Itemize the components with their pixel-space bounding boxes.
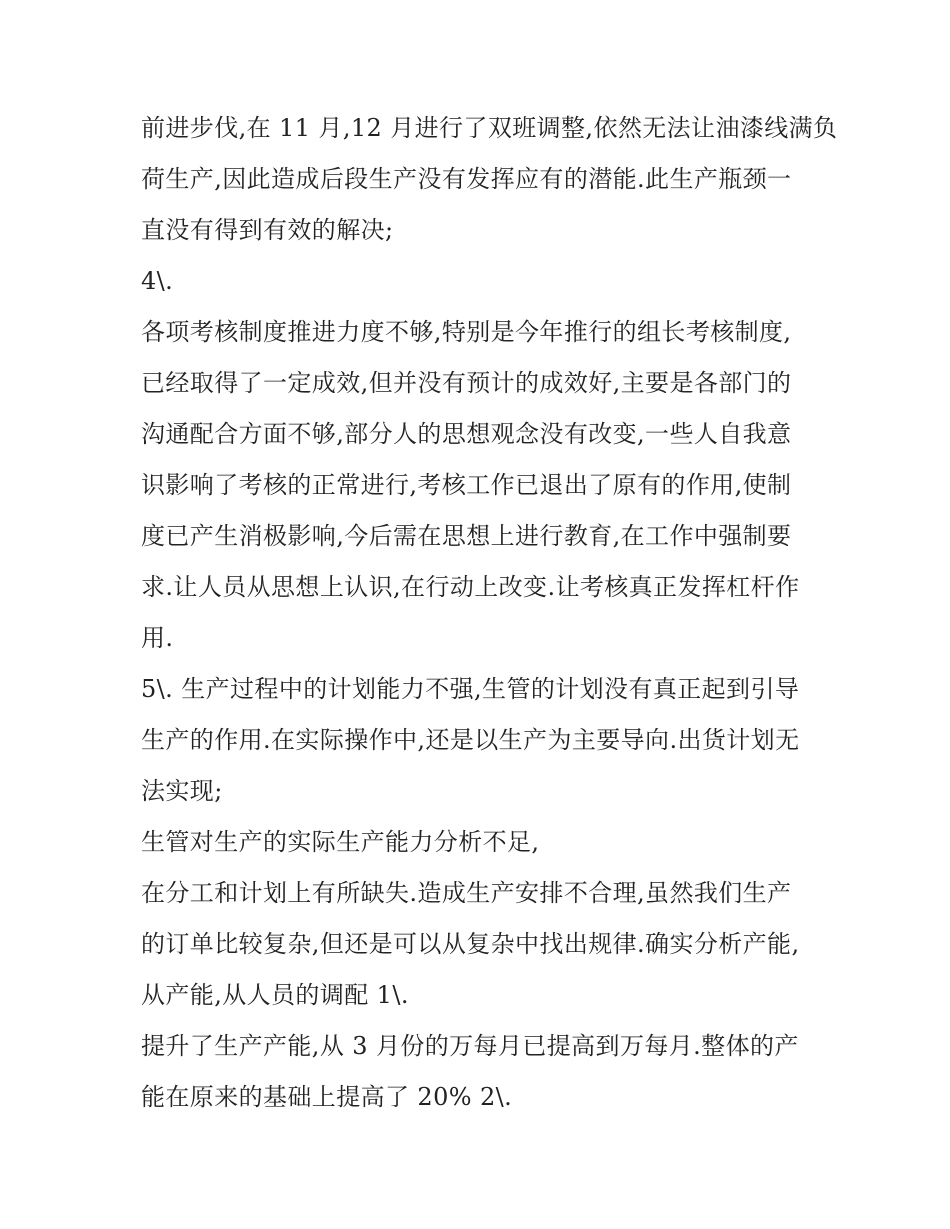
text-line: 的订单比较复杂,但还是可以从复杂中找出规律.确实分析产能, xyxy=(141,930,800,958)
text-line: 4\. xyxy=(141,267,174,295)
text-line: 求.让人员从思想上认识,在行动上改变.让考核真正发挥杠杆作 xyxy=(141,573,800,601)
text-line: 前进步伐,在 11 月,12 月进行了双班调整,依然无法让油漆线满负 xyxy=(141,114,838,142)
text-line: 提升了生产产能,从 3 月份的万每月已提高到万每月.整体的产 xyxy=(141,1032,799,1060)
text-line: 已经取得了一定成效,但并没有预计的成效好,主要是各部门的 xyxy=(141,369,792,397)
text-line: 在分工和计划上有所缺失.造成生产安排不合理,虽然我们生产 xyxy=(141,879,792,907)
text-line: 5\. 生产过程中的计划能力不强,生管的计划没有真正起到引导 xyxy=(141,675,800,703)
text-line: 生产的作用.在实际操作中,还是以生产为主要导向.出货计划无 xyxy=(141,726,800,754)
text-line: 用. xyxy=(141,624,174,652)
text-line: 生管对生产的实际生产能力分析不足, xyxy=(141,828,540,856)
text-line: 直没有得到有效的解决; xyxy=(141,216,394,244)
text-line: 从产能,从人员的调配 1\. xyxy=(141,981,409,1009)
text-line: 能在原来的基础上提高了 20% 2\. xyxy=(141,1083,513,1111)
text-line: 沟通配合方面不够,部分人的思想观念没有改变,一些人自我意 xyxy=(141,420,792,448)
text-line: 法实现; xyxy=(141,777,223,805)
text-line: 度已产生消极影响,今后需在思想上进行教育,在工作中强制要 xyxy=(141,522,792,550)
text-line: 识影响了考核的正常进行,考核工作已退出了原有的作用,使制 xyxy=(141,471,792,499)
document-body xyxy=(141,103,838,1123)
text-line: 荷生产,因此造成后段生产没有发挥应有的潜能.此生产瓶颈一 xyxy=(141,165,792,193)
text-line: 各项考核制度推进力度不够,特别是今年推行的组长考核制度, xyxy=(141,318,792,346)
